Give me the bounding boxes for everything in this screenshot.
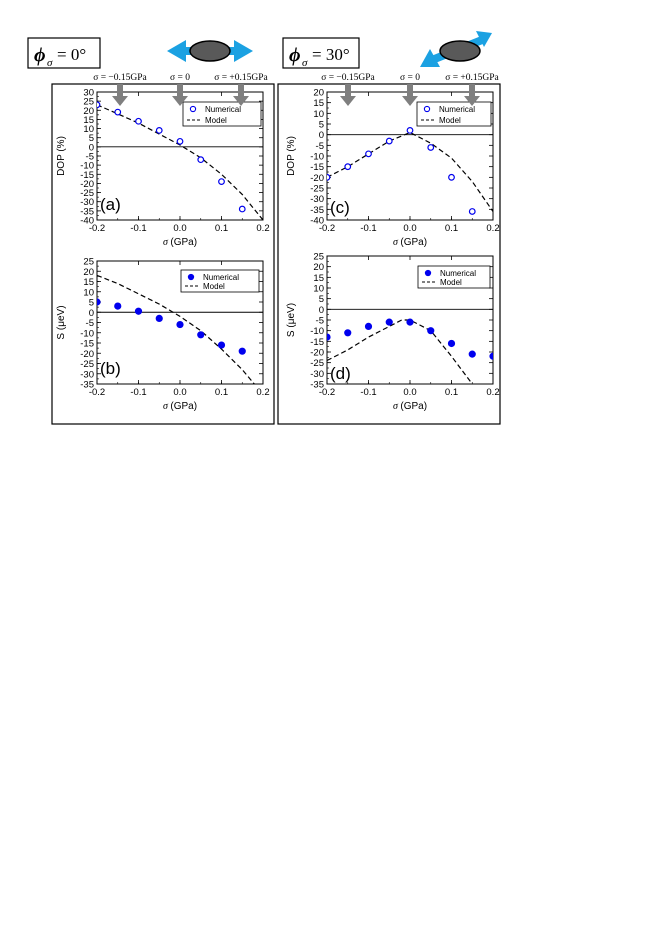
legend-label: Model — [440, 278, 462, 287]
stress-labels-left — [93, 73, 268, 83]
y-tick-label: 20 — [313, 87, 324, 99]
x-tick-label: -0.1 — [130, 387, 147, 398]
data-point — [469, 209, 475, 215]
y-tick-label: 0 — [88, 307, 94, 319]
y-tick-label: 0 — [318, 304, 324, 316]
legend-label: Model — [205, 116, 227, 125]
x-tick-label: 0.0 — [173, 387, 187, 398]
data-point — [239, 206, 245, 212]
y-tick-label: -20 — [310, 172, 324, 184]
y-tick-label: -15 — [80, 338, 94, 350]
y-axis-label: S (μeV) — [56, 305, 67, 340]
data-point — [219, 179, 225, 185]
x-tick-label: 0.0 — [403, 223, 417, 234]
data-point — [366, 323, 372, 329]
panel-label: (a) — [100, 195, 121, 214]
x-tick-label: 0.1 — [444, 223, 459, 234]
y-tick-label: -25 — [310, 358, 324, 370]
x-axis-label: σ (GPa) — [162, 237, 198, 248]
model-curve — [327, 133, 493, 212]
stress-label: σ = −0.15GPa — [93, 73, 147, 83]
y-tick-label: 0 — [318, 130, 324, 142]
y-tick-label: 10 — [83, 287, 94, 299]
legend-label: Numerical — [440, 269, 477, 278]
data-point — [366, 151, 372, 157]
y-tick-label: -30 — [80, 369, 94, 381]
data-point — [219, 342, 225, 348]
x-axis-label: σ (GPa) — [392, 401, 428, 412]
y-tick-label: -30 — [310, 368, 324, 380]
data-point — [324, 175, 330, 181]
y-tick-label: 15 — [313, 98, 324, 110]
phi-value: = 0° — [57, 45, 87, 64]
data-point — [449, 175, 455, 181]
data-point — [345, 164, 351, 170]
y-tick-label: 15 — [83, 277, 94, 288]
ellipse-icon — [440, 41, 480, 61]
phi-subscript: σ — [302, 57, 308, 69]
chart-d — [286, 252, 500, 413]
y-tick-label: 5 — [88, 297, 94, 309]
y-tick-label: -10 — [80, 328, 94, 340]
y-tick-label: -25 — [310, 183, 324, 195]
y-tick-label: 0 — [88, 142, 94, 154]
data-point — [156, 315, 162, 321]
y-tick-label: 20 — [313, 262, 324, 274]
y-tick-label: 25 — [83, 96, 94, 108]
x-axis-label: σ (GPa) — [392, 237, 428, 248]
y-tick-label: -20 — [80, 178, 94, 190]
data-point — [449, 340, 455, 346]
y-tick-label: -10 — [80, 160, 94, 172]
x-tick-label: 0.1 — [214, 387, 229, 398]
phi-value: = 30° — [312, 45, 350, 64]
down-arrow-icon — [402, 84, 418, 106]
x-tick-label: 0.2 — [256, 387, 270, 398]
x-tick-label: -0.1 — [360, 223, 377, 234]
data-point — [239, 348, 245, 354]
phi-symbol: ϕ — [289, 44, 301, 66]
y-tick-label: -30 — [80, 197, 94, 209]
header-left — [28, 38, 253, 69]
phi-symbol: ϕ — [34, 44, 46, 66]
y-tick-label: -15 — [310, 336, 324, 348]
y-tick-label: -5 — [315, 315, 324, 327]
data-point — [198, 157, 204, 163]
stress-label: σ = 0 — [400, 73, 420, 83]
ellipse-icon — [190, 41, 230, 61]
y-tick-label: 15 — [83, 114, 94, 126]
y-tick-label: 20 — [83, 105, 94, 117]
y-tick-label: 25 — [313, 251, 324, 263]
y-tick-label: -20 — [310, 347, 324, 359]
y-tick-label: -35 — [80, 206, 94, 218]
data-point — [136, 118, 142, 124]
legend-marker — [424, 106, 429, 111]
y-tick-label: -35 — [310, 204, 324, 216]
stress-label: σ = −0.15GPa — [321, 73, 375, 83]
legend-marker — [425, 270, 430, 275]
x-tick-label: -0.1 — [130, 223, 147, 234]
x-tick-label: -0.2 — [88, 387, 106, 398]
panel-label: (c) — [330, 198, 350, 217]
y-tick-label: -25 — [80, 188, 94, 200]
y-tick-label: -35 — [80, 379, 94, 391]
x-tick-label: 0.0 — [403, 387, 417, 398]
y-tick-label: 10 — [313, 283, 324, 295]
data-point — [177, 139, 183, 145]
data-point — [136, 308, 142, 314]
y-axis-label: DOP (%) — [286, 136, 297, 176]
panel-label: (d) — [330, 364, 351, 383]
legend-label: Model — [203, 282, 225, 291]
x-tick-label: -0.2 — [318, 223, 336, 234]
y-tick-label: -5 — [315, 140, 324, 152]
data-point — [156, 128, 162, 134]
data-point — [94, 299, 100, 305]
legend-label: Numerical — [203, 273, 240, 282]
x-tick-label: -0.2 — [318, 387, 336, 398]
legend-marker — [188, 274, 193, 279]
y-tick-label: 10 — [83, 124, 94, 136]
panel-label: (b) — [100, 359, 121, 378]
x-tick-label: 0.2 — [256, 223, 270, 234]
x-tick-label: -0.2 — [88, 223, 106, 234]
data-point — [386, 319, 392, 325]
y-axis-label: DOP (%) — [56, 136, 67, 176]
y-tick-label: -10 — [310, 151, 324, 163]
y-tick-label: -15 — [310, 162, 324, 174]
data-point — [407, 319, 413, 325]
y-tick-label: -10 — [310, 326, 324, 338]
x-tick-label: 0.1 — [214, 223, 229, 234]
x-tick-label: 0.2 — [486, 223, 500, 234]
y-tick-label: 20 — [83, 266, 94, 278]
x-tick-label: 0.0 — [173, 223, 187, 234]
chart-c — [286, 88, 500, 249]
y-tick-label: -15 — [80, 169, 94, 181]
y-tick-label: -40 — [310, 215, 324, 227]
stress-label: σ = +0.15GPa — [214, 73, 268, 83]
y-tick-label: -40 — [80, 215, 94, 227]
x-axis-label: σ (GPa) — [162, 401, 198, 412]
x-tick-label: 0.2 — [486, 387, 500, 398]
y-tick-label: -30 — [310, 194, 324, 206]
data-point — [345, 330, 351, 336]
x-tick-label: 0.1 — [444, 387, 459, 398]
data-point — [324, 334, 330, 340]
chart-b — [56, 257, 270, 413]
y-tick-label: 30 — [83, 87, 94, 99]
y-axis-label: S (μeV) — [286, 302, 297, 338]
data-point — [428, 145, 434, 151]
data-point — [94, 102, 100, 108]
data-point — [469, 351, 475, 357]
y-tick-label: 5 — [88, 133, 94, 145]
data-point — [386, 138, 392, 144]
y-tick-label: -25 — [80, 359, 94, 370]
stress-label: σ = 0 — [170, 73, 190, 83]
legend-label: Numerical — [205, 105, 242, 114]
y-tick-label: 5 — [318, 119, 324, 131]
model-curve — [97, 275, 263, 394]
y-tick-label: -20 — [80, 348, 94, 360]
legend-marker — [190, 106, 195, 111]
stress-label: σ = +0.15GPa — [445, 73, 499, 83]
stress-labels-right — [321, 73, 499, 83]
y-tick-label: 25 — [83, 256, 94, 268]
data-point — [115, 303, 121, 309]
down-arrow-icon — [340, 84, 356, 106]
data-point — [490, 353, 496, 359]
down-arrow-icon — [112, 84, 128, 106]
y-tick-label: 10 — [313, 108, 324, 120]
header-right — [283, 31, 492, 69]
chart-a — [56, 88, 270, 249]
y-tick-label: 5 — [318, 294, 324, 306]
y-tick-label: -5 — [85, 151, 94, 163]
data-point — [115, 109, 121, 115]
data-point — [177, 322, 183, 328]
data-point — [407, 128, 413, 134]
legend-label: Model — [439, 116, 461, 125]
y-tick-label: 15 — [313, 272, 324, 284]
phi-subscript: σ — [47, 57, 53, 69]
y-tick-label: -5 — [85, 318, 94, 329]
data-point — [198, 332, 204, 338]
x-tick-label: -0.1 — [360, 387, 377, 398]
data-point — [428, 328, 434, 334]
legend-label: Numerical — [439, 105, 476, 114]
y-tick-label: -35 — [310, 379, 324, 391]
